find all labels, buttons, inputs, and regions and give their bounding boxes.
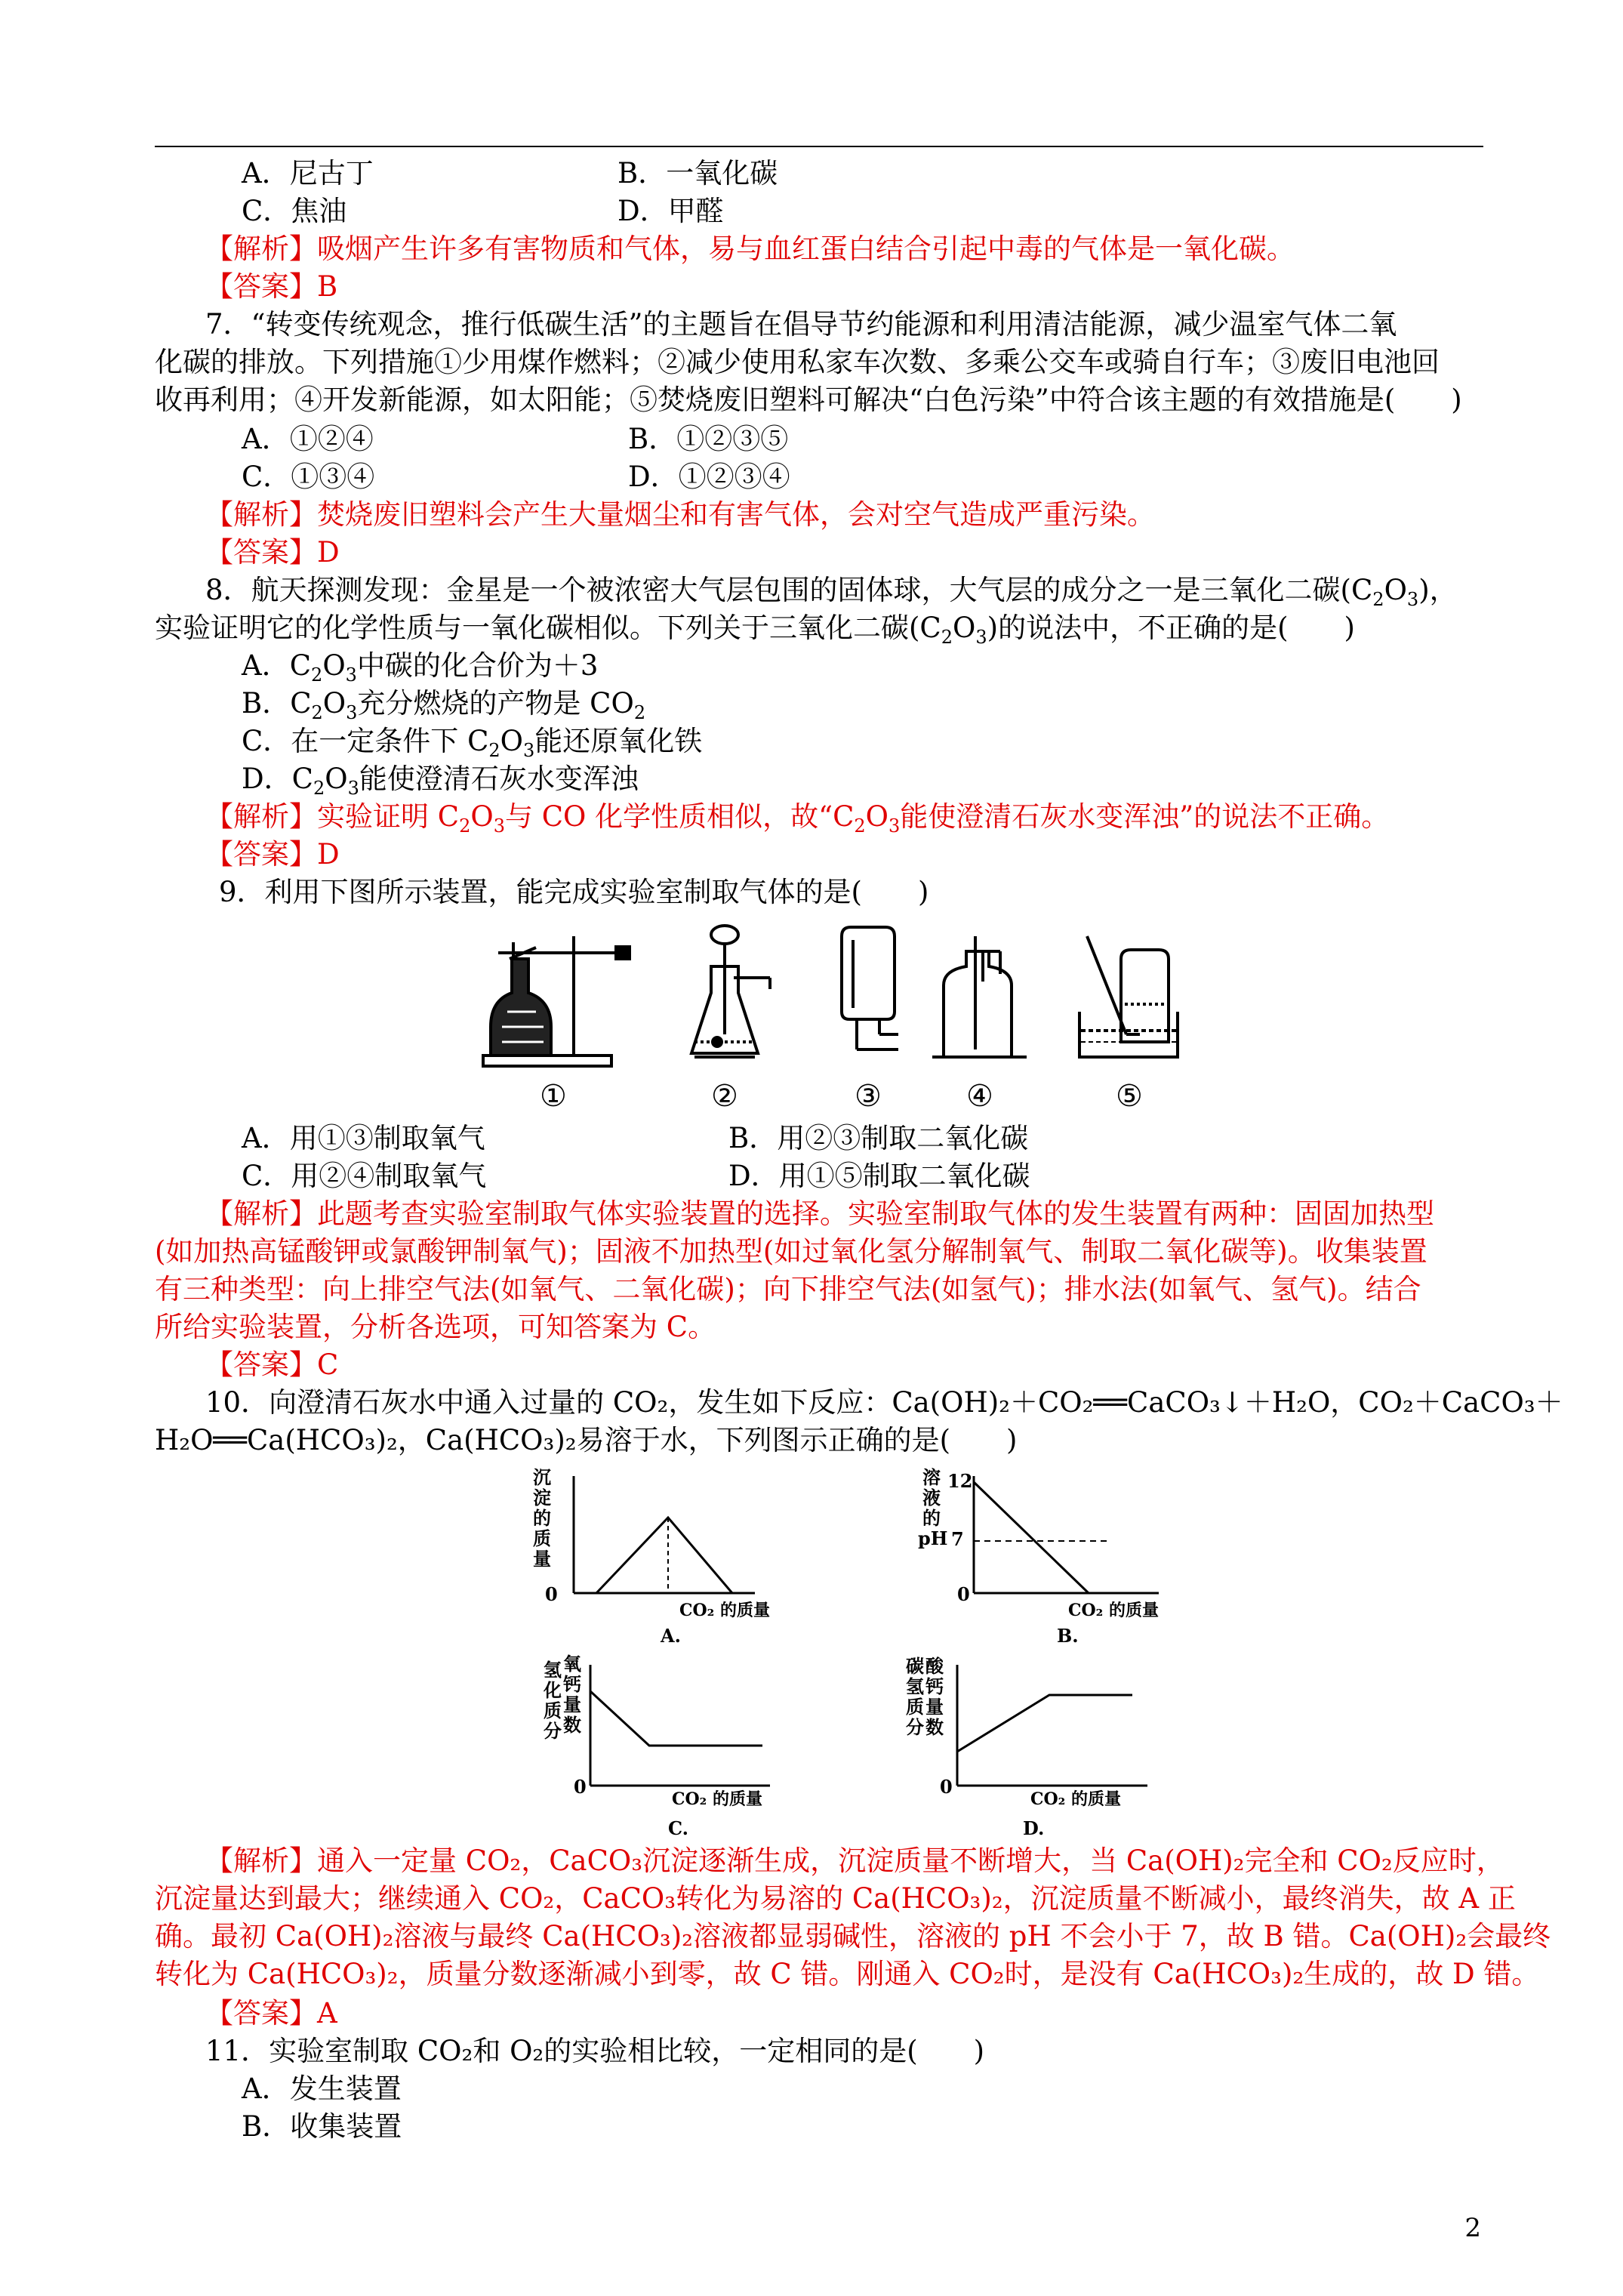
svg-text:溶: 溶	[922, 1466, 941, 1488]
svg-text:D.: D.	[1023, 1817, 1045, 1839]
svg-text:量: 量	[533, 1548, 551, 1570]
q6-option-c: C．焦油	[242, 195, 347, 227]
q7-stem-line2: 化碳的排放。下列措施①少用煤作燃料；②减少使用私家车次数、多乘公交车或骑自行车；③废旧电池回	[155, 346, 1440, 378]
svg-text:0: 0	[940, 1776, 953, 1798]
svg-text:钙: 钙	[925, 1675, 944, 1697]
svg-text:CO₂ 的质量: CO₂ 的质量	[679, 1601, 770, 1620]
chart-c-line	[590, 1691, 762, 1746]
svg-text:0: 0	[545, 1583, 558, 1605]
svg-text:量: 量	[563, 1693, 581, 1715]
q10-charts-ab	[528, 1461, 1193, 1650]
svg-text:质: 质	[544, 1700, 562, 1721]
q7-stem-line1: 7．“转变传统观念，推行低碳生活”的主题旨在倡导节约能源和利用清洁能源，减少温室气体二氧	[205, 308, 1397, 341]
svg-text:的: 的	[533, 1507, 551, 1529]
chart-a	[533, 1466, 770, 1647]
q8-stem-line1: 8．航天探测发现：金星是一个被浓密大气层包围的固体球，大气层的成分之一是三氧化二碳$(C_2O_3)$，	[205, 574, 1458, 610]
chart-a-line	[596, 1518, 732, 1593]
collection-bottle	[1121, 950, 1169, 1042]
svg-text:氢: 氢	[906, 1675, 924, 1697]
q8-option-d: D．$C_2O_3$能使澄清石灰水变浑浊	[242, 763, 639, 799]
svg-text:分: 分	[906, 1716, 924, 1738]
svg-text:质: 质	[906, 1696, 924, 1718]
svg-text:量: 量	[925, 1696, 944, 1718]
stand-base	[483, 1056, 611, 1066]
svg-text:C.: C.	[668, 1817, 689, 1839]
svg-text:0: 0	[574, 1776, 587, 1798]
q8-answer: 【答案】D	[205, 838, 340, 871]
q6-option-b: B．一氧化碳	[617, 157, 778, 190]
svg-text:B.: B.	[1057, 1625, 1079, 1647]
q8-analysis: 【解析】实验证明 $C_2O_3$与 CO 化学性质相似，故“$C_2O_3$能使澄清石灰水变浑浊”的说法不正确。	[205, 800, 1390, 837]
q8-option-b: B．$C_2O_3$充分燃烧的产物是 $CO_2$	[242, 687, 646, 723]
svg-text:酸: 酸	[925, 1655, 944, 1677]
page-number: 2	[1464, 2213, 1481, 2243]
svg-text:淀: 淀	[533, 1487, 551, 1509]
q7-option-a: A．①②④	[242, 423, 374, 455]
label-1: ①	[540, 1079, 567, 1114]
chart-c	[543, 1653, 770, 1839]
header-rule	[155, 146, 1483, 147]
svg-text:数: 数	[563, 1714, 581, 1736]
svg-text:氢: 氢	[544, 1659, 562, 1681]
svg-text:12: 12	[947, 1470, 973, 1492]
svg-text:数: 数	[925, 1716, 944, 1738]
svg-text:分: 分	[544, 1720, 562, 1742]
q10-stem-line2: H₂O══Ca(HCO₃)₂，Ca(HCO₃)₂易溶于水，下列图示正确的是( )	[155, 1424, 1018, 1456]
svg-text:pH: pH	[918, 1527, 948, 1549]
q6-answer: 【答案】B	[205, 270, 338, 303]
q10-answer: 【答案】A	[205, 1997, 337, 2029]
q7-stem-line3: 收再利用；④开发新能源，如太阳能；⑤焚烧废旧塑料可解决“白色污染”中符合该主题的有效措施是( )	[155, 384, 1462, 416]
q9-option-a: A．用①③制取氧气	[242, 1122, 485, 1154]
q9-stem: 9．利用下图所示装置，能完成实验室制取气体的是( )	[219, 876, 929, 908]
q9-option-d: D．用①⑤制取二氧化碳	[728, 1160, 1030, 1192]
q6-option-d: D．甲醛	[617, 195, 724, 227]
q10-analysis-line1: 【解析】通入一定量 CO₂，CaCO₃沉淀逐渐生成，沉淀质量不断增大，当 Ca(OH)₂完全和 CO₂反应时，	[205, 1845, 1504, 1877]
q9-analysis-line1: 【解析】此题考查实验室制取气体实验装置的选择。实验室制取气体的发生装置有两种：固固加热型	[205, 1197, 1434, 1230]
svg-text:的: 的	[922, 1507, 941, 1529]
q10-stem-line1: 10．向澄清石灰水中通入过量的 CO₂，发生如下反应：Ca(OH)₂＋CO₂══CaCO₃↓＋H₂O，CO₂＋CaCO₃＋	[205, 1386, 1563, 1419]
q10-analysis-line4: 转化为 Ca(HCO₃)₂，质量分数逐渐减小到零，故 C 错。刚通入 CO₂时，是没有 Ca(HCO₃)₂生成的，故 D 错。	[155, 1958, 1540, 1990]
q11-option-b: B．收集装置	[242, 2110, 402, 2143]
svg-text:化: 化	[544, 1679, 562, 1701]
svg-text:碳: 碳	[906, 1655, 924, 1677]
label-5: ⑤	[1116, 1079, 1143, 1114]
svg-text:CO₂ 的质量: CO₂ 的质量	[672, 1789, 762, 1809]
chart-d-line	[957, 1695, 1132, 1752]
q9-apparatus-figure	[468, 906, 1223, 1117]
q8-stem-line2: 实验证明它的化学性质与一氧化碳相似。下列关于三氧化二碳$(C_2O_3)$的说法中，不正确的是( )	[155, 612, 1355, 648]
q9-option-c: C．用②④制取氧气	[242, 1160, 487, 1192]
q8-option-c: C．在一定条件下 $C_2O_3$能还原氧化铁	[242, 725, 703, 761]
q6-analysis: 【解析】吸烟产生许多有害物质和气体，易与血红蛋白结合引起中毒的气体是一氧化碳。	[205, 233, 1295, 265]
q10-analysis-line2: 沉淀量达到最大；继续通入 CO₂，CaCO₃转化为易溶的 Ca(HCO₃)₂，沉淀质量不断减小，最终消失，故 A 正	[155, 1882, 1516, 1915]
svg-text:钙: 钙	[563, 1673, 581, 1695]
q6-option-a: A．尼古丁	[242, 157, 374, 190]
q11-stem: 11．实验室制取 CO₂和 O₂的实验相比较，一定相同的是( )	[205, 2035, 985, 2067]
q9-answer: 【答案】C	[205, 1348, 339, 1381]
svg-text:CO₂ 的质量: CO₂ 的质量	[1068, 1601, 1159, 1620]
svg-text:氧: 氧	[563, 1653, 581, 1675]
label-3: ③	[855, 1079, 882, 1114]
svg-text:质: 质	[533, 1527, 551, 1549]
svg-text:CO₂ 的质量: CO₂ 的质量	[1030, 1789, 1121, 1809]
q7-option-c: C．①③④	[242, 461, 375, 493]
q9-analysis-line3: 有三种类型：向上排空气法(如氧气、二氧化碳)；向下排空气法(如氢气)；排水法(如氧气、氢气)。结合	[155, 1273, 1421, 1305]
q11-option-a: A．发生装置	[242, 2073, 402, 2105]
inverted-bottle	[842, 927, 895, 1019]
label-2: ②	[711, 1079, 738, 1114]
svg-text:液: 液	[922, 1487, 941, 1509]
q9-analysis-line4: 所给实验装置，分析各选项，可知答案为 C。	[155, 1311, 716, 1343]
q7-answer: 【答案】D	[205, 536, 340, 569]
q10-charts-cd	[528, 1653, 1193, 1842]
q9-analysis-line2: (如加热高锰酸钾或氯酸钾制氧气)；固液不加热型(如过氧化氢分解制氧气、制取二氧化碳等)。收集装置	[155, 1235, 1427, 1268]
q7-analysis: 【解析】焚烧废旧塑料会产生大量烟尘和有害气体，会对空气造成严重污染。	[205, 498, 1155, 531]
svg-text:沉: 沉	[533, 1466, 551, 1488]
q9-option-b: B．用②③制取二氧化碳	[728, 1122, 1029, 1154]
svg-text:0: 0	[957, 1583, 970, 1605]
chart-b-line	[974, 1482, 1089, 1593]
q10-analysis-line3: 确。最初 Ca(OH)₂溶液与最终 Ca(HCO₃)₂溶液都显弱碱性，溶液的 pH 不会小于 7，故 B 错。Ca(OH)₂会最终	[155, 1920, 1551, 1952]
label-4: ④	[966, 1079, 993, 1114]
chart-d	[906, 1655, 1147, 1839]
q7-option-b: B．①②③⑤	[628, 423, 789, 455]
svg-text:7: 7	[951, 1528, 964, 1550]
svg-text:A.: A.	[661, 1625, 681, 1647]
q7-option-d: D．①②③④	[628, 461, 790, 493]
q8-option-a: A．$C_2O_3$中碳的化合价为＋3	[242, 649, 599, 686]
chart-b	[918, 1466, 1159, 1647]
